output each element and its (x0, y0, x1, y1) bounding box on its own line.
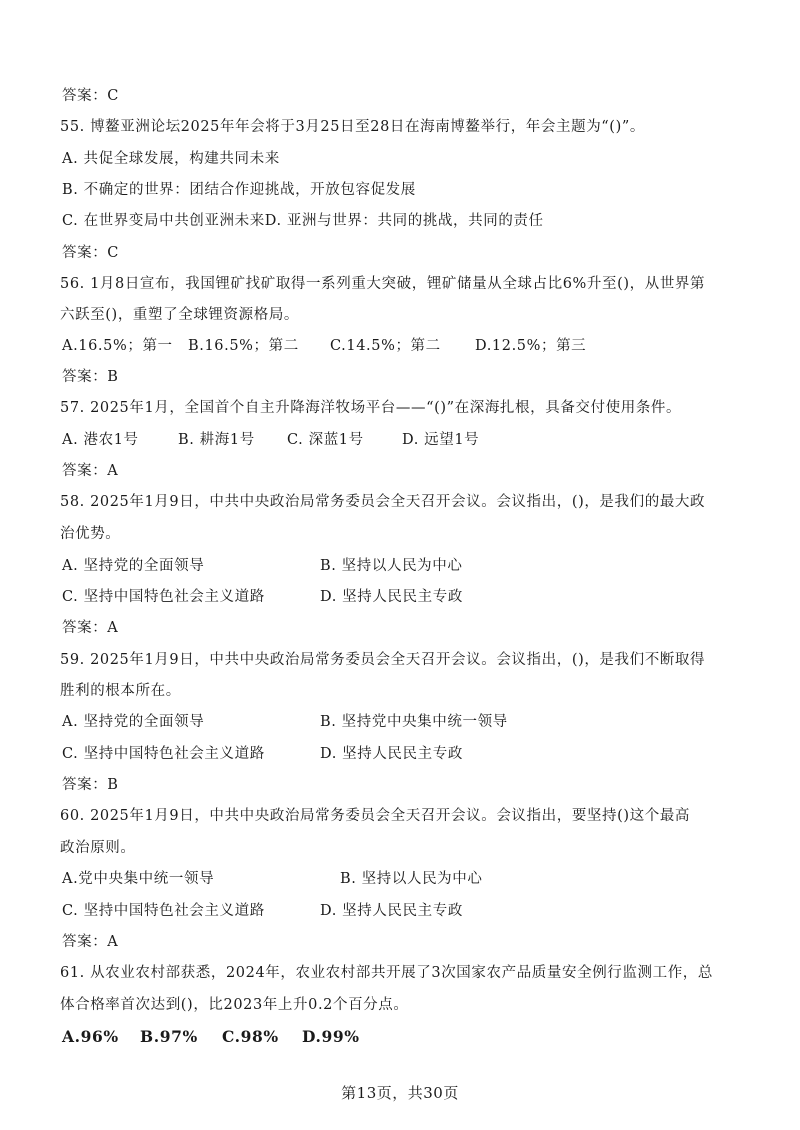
page-footer: 第13页，共30页 (341, 1084, 459, 1102)
question-61-option-c: C.98% (222, 1027, 279, 1046)
answer-60: 答案：A (62, 934, 119, 950)
question-57-option-c: C. 深蓝1号 (287, 432, 364, 448)
question-61-line-1: 61. 从农业农村部获悉，2024年，农业农村部共开展了3次国家农产品质量安全例行监测工作，总 (60, 965, 713, 981)
question-59-option-d: D. 坚持人民民主专政 (320, 746, 463, 762)
question-57-option-a: A. 港农1号 (62, 432, 139, 448)
question-56-line-2: 六跃至()，重塑了全球锂资源格局。 (60, 307, 300, 323)
answer-54: 答案：C (62, 88, 119, 104)
question-58-line-2: 治优势。 (60, 526, 121, 542)
answer-55: 答案：C (62, 245, 119, 261)
answer-58: 答案：A (62, 620, 119, 636)
question-56-option-c: C.14.5%；第二 (330, 338, 441, 354)
question-58-option-c: C. 坚持中国特色社会主义道路 (62, 589, 265, 605)
question-60-option-b: B. 坚持以人民为中心 (340, 871, 483, 887)
question-61-line-2: 体合格率首次达到()，比2023年上升0.2个百分点。 (60, 997, 409, 1013)
question-57-line-1: 57. 2025年1月，全国首个自主升降海洋牧场平台——“()”在深海扎根，具备交付使用条件。 (60, 400, 682, 416)
question-60-line-1: 60. 2025年1月9日，中共中央政治局常务委员会全天召开会议。会议指出，要坚持()这个最高 (60, 808, 691, 824)
question-56-option-a: A.16.5%；第一 (62, 338, 173, 354)
question-58-line-1: 58. 2025年1月9日，中共中央政治局常务委员会全天召开会议。会议指出，()，是我们的最大政 (60, 494, 706, 510)
answer-57: 答案：A (62, 463, 119, 479)
answer-56: 答案：B (62, 369, 119, 385)
question-55-option-b: B. 不确定的世界：团结合作迎挑战，开放包容促发展 (62, 182, 416, 198)
question-56-line-1: 56. 1月8日宣布，我国锂矿找矿取得一系列重大突破，锂矿储量从全球占比6%升至()，从世界第 (60, 276, 706, 292)
question-55-line-1: 55. 博鳌亚洲论坛2025年年会将于3月25日至28日在海南博鳌举行，年会主题为“()”。 (60, 119, 645, 135)
question-61-option-d: D.99% (302, 1027, 360, 1046)
question-61-option-b: B.97% (140, 1027, 198, 1046)
question-59-option-a: A. 坚持党的全面领导 (62, 714, 205, 730)
question-59-line-1: 59. 2025年1月9日，中共中央政治局常务委员会全天召开会议。会议指出，()，是我们不断取得 (60, 652, 706, 668)
question-56-option-d: D.12.5%；第三 (475, 338, 587, 354)
question-60-option-a: A.党中央集中统一领导 (62, 871, 215, 887)
question-59-option-c: C. 坚持中国特色社会主义道路 (62, 746, 265, 762)
question-58-option-d: D. 坚持人民民主专政 (320, 589, 463, 605)
question-60-line-2: 政治原则。 (60, 840, 136, 856)
answer-59: 答案：B (62, 777, 119, 793)
question-55-option-a: A. 共促全球发展，构建共同未来 (62, 151, 280, 167)
question-55-option-c-d: C. 在世界变局中共创亚洲未来D. 亚洲与世界：共同的挑战，共同的责任 (62, 213, 544, 229)
question-61-option-a: A.96% (62, 1027, 119, 1046)
question-60-option-c: C. 坚持中国特色社会主义道路 (62, 903, 265, 919)
question-58-option-a: A. 坚持党的全面领导 (62, 558, 205, 574)
question-58-option-b: B. 坚持以人民为中心 (320, 558, 463, 574)
question-56-option-b: B.16.5%；第二 (188, 338, 299, 354)
question-60-option-d: D. 坚持人民民主专政 (320, 903, 463, 919)
question-57-option-b: B. 耕海1号 (178, 432, 255, 448)
question-57-option-d: D. 远望1号 (402, 432, 480, 448)
question-59-option-b: B. 坚持党中央集中统一领导 (320, 714, 508, 730)
question-59-line-2: 胜利的根本所在。 (60, 683, 181, 699)
